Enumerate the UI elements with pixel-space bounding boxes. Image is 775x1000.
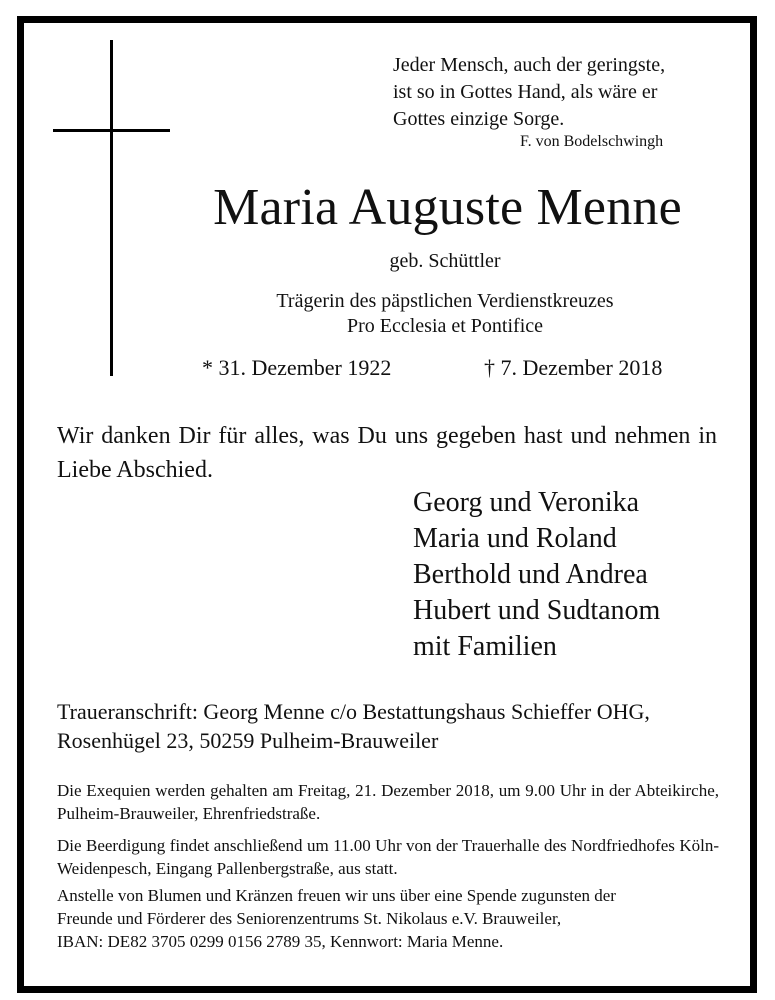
family-member: mit Familien	[413, 631, 557, 662]
quote-line: Jeder Mensch, auch der geringste,	[393, 54, 666, 76]
family-member: Berthold und Andrea	[413, 559, 648, 590]
mourning-address	[57, 697, 719, 755]
donation-notice	[57, 884, 719, 953]
address-line: Rosenhügel 23, 50259 Pulheim-Brauweiler	[57, 728, 439, 753]
burial-notice: Die Beerdigung findet anschließend um 11.00 Uhr von der Trauerhalle des Nordfriedhofes Köln-Weidenpesch, Eingang Pallenbergstraße, aus statt.	[57, 836, 719, 878]
exequien-notice: Die Exequien werden gehalten am Freitag, 21. Dezember 2018, um 9.00 Uhr in der Abteikirche, Pulheim-Brauweiler, Ehrenfriedstraße.	[57, 781, 719, 823]
quote-author: F. von Bodelschwingh	[520, 133, 664, 150]
family-member: Maria und Roland	[413, 523, 617, 554]
family-member: Georg und Veronika	[413, 487, 640, 518]
deceased-name: Maria Auguste Menne	[213, 179, 682, 236]
donation-line: Anstelle von Blumen und Kränzen freuen wir uns über eine Spende zugunsten der	[57, 886, 616, 905]
bible-quote	[393, 52, 723, 133]
birth-date: * 31. Dezember 1922	[202, 355, 392, 380]
maiden-name: geb. Schüttler	[389, 250, 501, 272]
family-member: Hubert und Sudtanom	[413, 595, 661, 626]
donation-line: Freunde und Förderer des Seniorenzentrums St. Nikolaus e.V. Brauweiler,	[57, 909, 562, 928]
donation-line: IBAN: DE82 3705 0299 0156 2789 35, Kennwort: Maria Menne.	[57, 932, 504, 951]
thanks-text: Wir danken Dir für alles, was Du uns gegeben hast und nehmen in Liebe Abschied.	[57, 423, 717, 483]
quote-line: ist so in Gottes Hand, als wäre er	[393, 81, 658, 103]
address-line: Traueranschrift: Georg Menne c/o Bestattungshaus Schieffer OHG,	[57, 699, 650, 724]
family-list	[413, 485, 660, 665]
honor-line: Trägerin des päpstlichen Verdienstkreuzes	[276, 290, 614, 312]
quote-line: Gottes einzige Sorge.	[393, 108, 565, 130]
honor-line: Pro Ecclesia et Pontifice	[346, 315, 544, 337]
death-date: † 7. Dezember 2018	[484, 355, 663, 380]
cross-horizontal-bar	[53, 129, 170, 132]
